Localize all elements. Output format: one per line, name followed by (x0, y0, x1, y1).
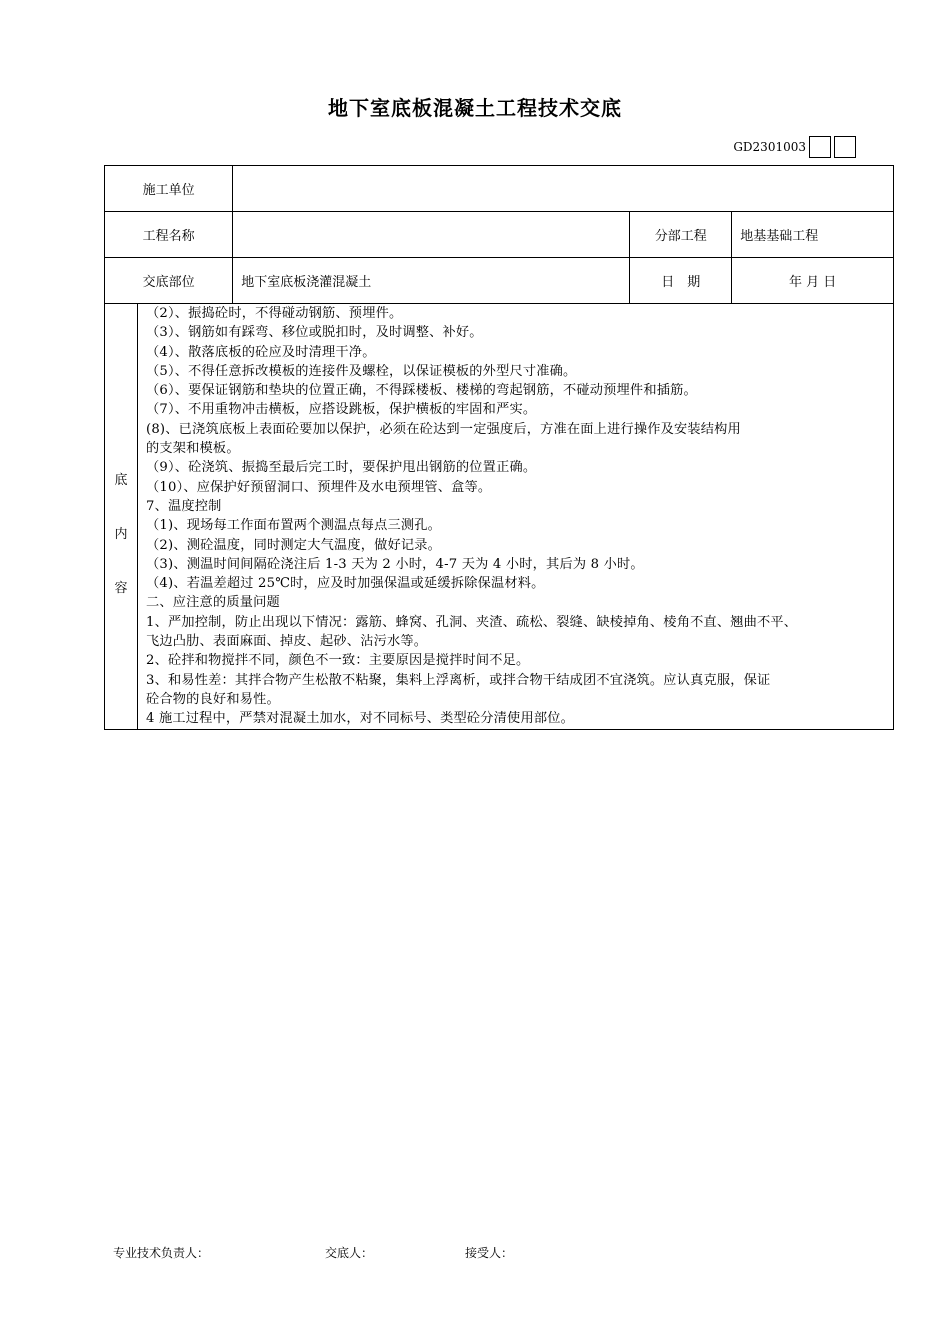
unit-value (233, 166, 894, 212)
disclosure-table (104, 165, 894, 730)
content-line: （10）、应保护好预留洞口、预埋件及水电预埋管、盒等。 (146, 479, 492, 495)
content-body (146, 304, 885, 729)
content-line: （2）、振捣砼时，不得碰动钢筋、预埋件。 (146, 306, 403, 321)
content-line: 7、温度控制 (146, 498, 222, 514)
discloser-label: 交底人： (325, 1246, 374, 1260)
project-value (233, 212, 630, 258)
content-line: （9）、砼浇筑、振捣至最后完工时，要保护甩出钢筋的位置正确。 (146, 460, 537, 476)
content-line: 的支架和模板。 (146, 441, 240, 457)
side-char: 容 (114, 580, 128, 596)
content-cell (138, 304, 894, 730)
row-unit (105, 166, 894, 212)
content-line: （4）、散落底板的砼应及时清理干净。 (146, 344, 376, 360)
subproject-value: 地基基础工程 (732, 212, 894, 258)
part-label: 交底部位 (105, 258, 233, 304)
content-line: 4 施工过程中，严禁对混凝土加水，对不同标号、类型砼分清使用部位。 (146, 711, 574, 727)
content-line: （2)、测砼温度，同时测定大气温度，做好记录。 (146, 537, 442, 553)
content-line: 二、应注意的质量问题 (146, 595, 280, 611)
date-label: 日 期 (630, 258, 732, 304)
code-box-1 (809, 136, 831, 158)
project-label: 工程名称 (105, 212, 233, 258)
receiver-label: 接受人： (465, 1246, 514, 1260)
content-line: （5）、不得任意拆改模板的连接件及螺栓，以保证模板的外型尺寸准确。 (146, 363, 577, 379)
doc-code-row (733, 136, 856, 158)
row-project (105, 212, 894, 258)
content-line: 飞边凸肋、表面麻面、掉皮、起砂、沾污水等。 (146, 634, 428, 650)
part-value: 地下室底板浇灌混凝土 (233, 258, 630, 304)
content-line: 砼合物的良好和易性。 (146, 691, 280, 707)
date-value: 年 月 日 (732, 258, 894, 304)
side-char: 底 (114, 472, 128, 488)
content-line: （3)、测温时间间隔砼浇注后 1-3 天为 2 小时，4-7 天为 4 小时，其后为 8 小时。 (146, 556, 644, 572)
content-line: （6）、要保证钢筋和垫块的位置正确，不得踩楼板、楼梯的弯起钢筋，不碰动预埋件和插筋。 (146, 383, 697, 399)
content-line: 3、和易性差：其拌合物产生松散不粘聚，集料上浮离析，或拌合物干结成团不宜浇筑。应认真克服，保证 (146, 672, 771, 688)
content-line: (8)、已浇筑底板上表面砼要加以保护，必须在砼达到一定强度后，方准在面上进行操作及安装结构用 (146, 421, 741, 437)
content-line: （4)、若温差超过 25℃时，应及时加强保温或延缓拆除保温材料。 (146, 576, 545, 592)
code-box-2 (834, 136, 856, 158)
content-line: （7）、不用重物冲击横板，应搭设跳板，保护横板的牢固和严实。 (146, 402, 537, 418)
subproject-label: 分部工程 (630, 212, 732, 258)
content-line: （3）、钢筋如有踩弯、移位或脱扣时，及时调整、补好。 (146, 325, 483, 341)
row-part (105, 258, 894, 304)
side-char: 内 (114, 526, 128, 542)
content-line: （1)、现场每工作面布置两个测温点每点三测孔。 (146, 518, 442, 534)
side-label (105, 304, 138, 730)
row-content (105, 304, 894, 730)
content-line: 1、严加控制，防止出现以下情况：露筋、蜂窝、孔洞、夹渣、疏松、裂缝、缺棱掉角、棱角不直、翘曲不平、 (146, 614, 798, 630)
tech-lead-label: 专业技术负责人： (113, 1246, 210, 1260)
doc-code: GD2301003 (733, 140, 806, 154)
document-title: 地下室底板混凝土工程技术交底 (328, 96, 622, 120)
unit-label: 施工单位 (105, 166, 233, 212)
content-line: 2、砼拌和物搅拌不同，颜色不一致：主要原因是搅拌时间不足。 (146, 653, 530, 669)
